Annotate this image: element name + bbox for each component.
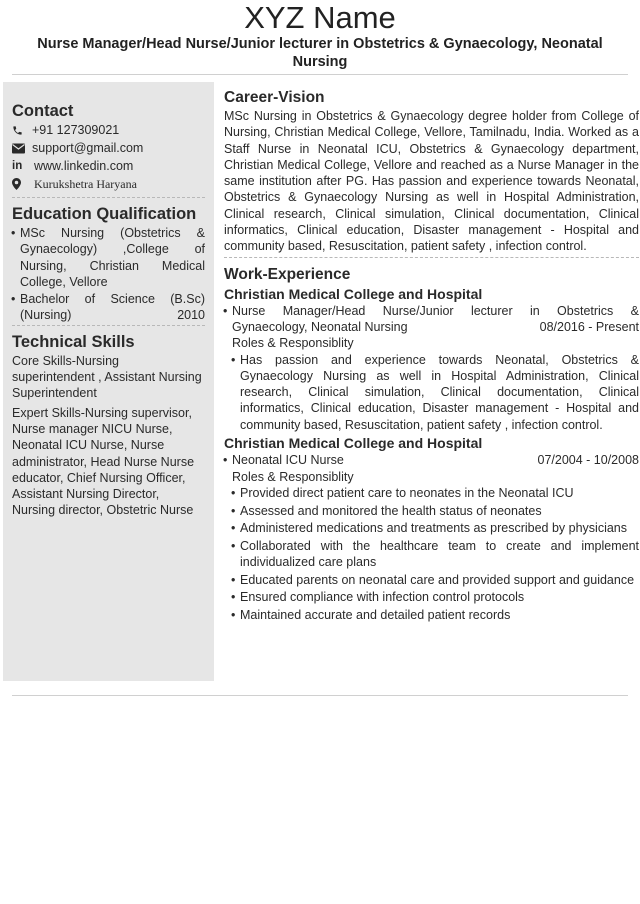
responsibility-list [224,485,639,623]
job-entry [224,285,639,433]
email-row [12,139,205,157]
skills-section [12,332,205,519]
career-summary: MSc Nursing in Obstetrics & Gynaecology degree holder from College of Nursing, Christian Medical College, Vellore, Tamilnadu, India. Worked as a Staff Nurse in Neonatal ICU, Obstetrics & Gynaecology department, Christian Medical College, Vellore and reached as a Nurse Manager in the same institution after PG. Has passion and experience towards Neonatal, Obstetrics & Gynaecology Nursing as well in Hospital Administration, Clinical research, Clinical simulation, Clinical documentation, Clinical informatics, Clinical education, Disaster management - Hospital and community based, Resuscitation, patient safety , infection control. [224,109,639,254]
phone-icon [12,125,32,136]
contact-section [12,101,205,193]
job-organization: Christian Medical College and Hospital [224,435,483,452]
career-title: Career-Vision [224,89,325,106]
education-degree: Bachelor of Science (B.Sc) (Nursing) [20,292,205,323]
candidate-tagline: Nurse Manager/Head Nurse/Junior lecturer in Obstetrics & Gynaecology, Neonatal Nursing [37,36,603,70]
list-item: • Educated parents on neonatal care and provided support and guidance [240,572,639,588]
skills-title: Technical Skills [12,332,135,351]
job-organization: Christian Medical College and Hospital [224,285,483,302]
candidate-name: XYZ Name [244,0,396,35]
job-role [224,452,639,468]
map-marker-icon [12,178,32,190]
list-item: • Maintained accurate and detailed patient records [240,607,639,623]
linkedin-url[interactable]: www.linkedin.com [34,159,134,173]
list-item: • Assessed and monitored the health status of neonates [240,503,639,519]
phone-row [12,121,205,139]
job-dates: 07/2004 - 10/2008 [537,453,639,468]
job-title: • Nurse Manager/Head Nurse/Junior lecturer in Obstetrics & [232,303,639,318]
job-role [224,303,639,336]
education-item [12,225,205,290]
work-section [224,265,639,623]
responsibility-list [224,352,639,433]
resume-header [0,0,640,71]
education-item [12,291,205,324]
main-content [224,88,639,624]
section-divider [12,325,205,326]
expert-skills: Expert Skills-Nursing supervisor, Nurse manager NICU Nurse, Neonatal ICU Nurse, Nurse administrator, Head Nurse Nurse educator, Chief Nursing Officer, Assistant Nursing Director, Nursing director, Obstetric Nurse [12,405,195,518]
sidebar [3,82,214,681]
job-title: • Neonatal ICU Nurse [232,453,344,468]
roles-label: Roles & Responsiblity [232,336,354,351]
education-degree: MSc Nursing (Obstetrics & Gynaecology) ,College of Nursing, Christian Medical College, Vellore [20,226,205,289]
footer-divider [12,695,628,696]
contact-title: Contact [12,102,74,120]
section-divider [12,197,205,198]
location-text: Kurukshetra Haryana [34,177,137,191]
education-year: 2010 [177,308,205,323]
linkedin-icon: in [12,160,23,172]
list-item: • Collaborated with the healthcare team to create and implement individualized care plans [240,538,639,571]
location-row [12,175,205,193]
core-skills: Core Skills-Nursing superintendent , Assistant Nursing Superintendent [12,353,202,401]
phone-number: +91 127309021 [32,123,120,137]
job-title-cont: Gynaecology, Neonatal Nursing [232,319,408,334]
list-item: • Administered medications and treatments as prescribed by physicians [240,520,639,536]
education-section [12,204,205,324]
list-item: • Provided direct patient care to neonates in the Neonatal ICU [240,485,639,501]
section-divider [224,257,639,258]
header-divider [12,74,628,75]
list-item: • Ensured compliance with infection control protocols [240,589,639,605]
work-title: Work-Experience [224,265,351,283]
career-section [224,88,639,255]
education-title: Education Qualification [12,205,197,223]
linkedin-row [12,157,205,175]
job-entry [224,434,639,623]
email-address[interactable]: support@gmail.com [32,141,144,155]
envelope-icon [12,143,32,154]
list-item: • Has passion and experience towards Neonatal, Obstetrics & Gynaecology Nursing as well in Hospital Administration, Clinical research, Clinical simulation, Clinical documentation, Clinical informatics, Clinical education, Disaster management - Hospital and community based, Resuscitation, patient safety , infection control. [240,352,639,433]
job-dates: 08/2016 - Present [539,319,639,334]
roles-label: Roles & Responsiblity [232,469,354,484]
